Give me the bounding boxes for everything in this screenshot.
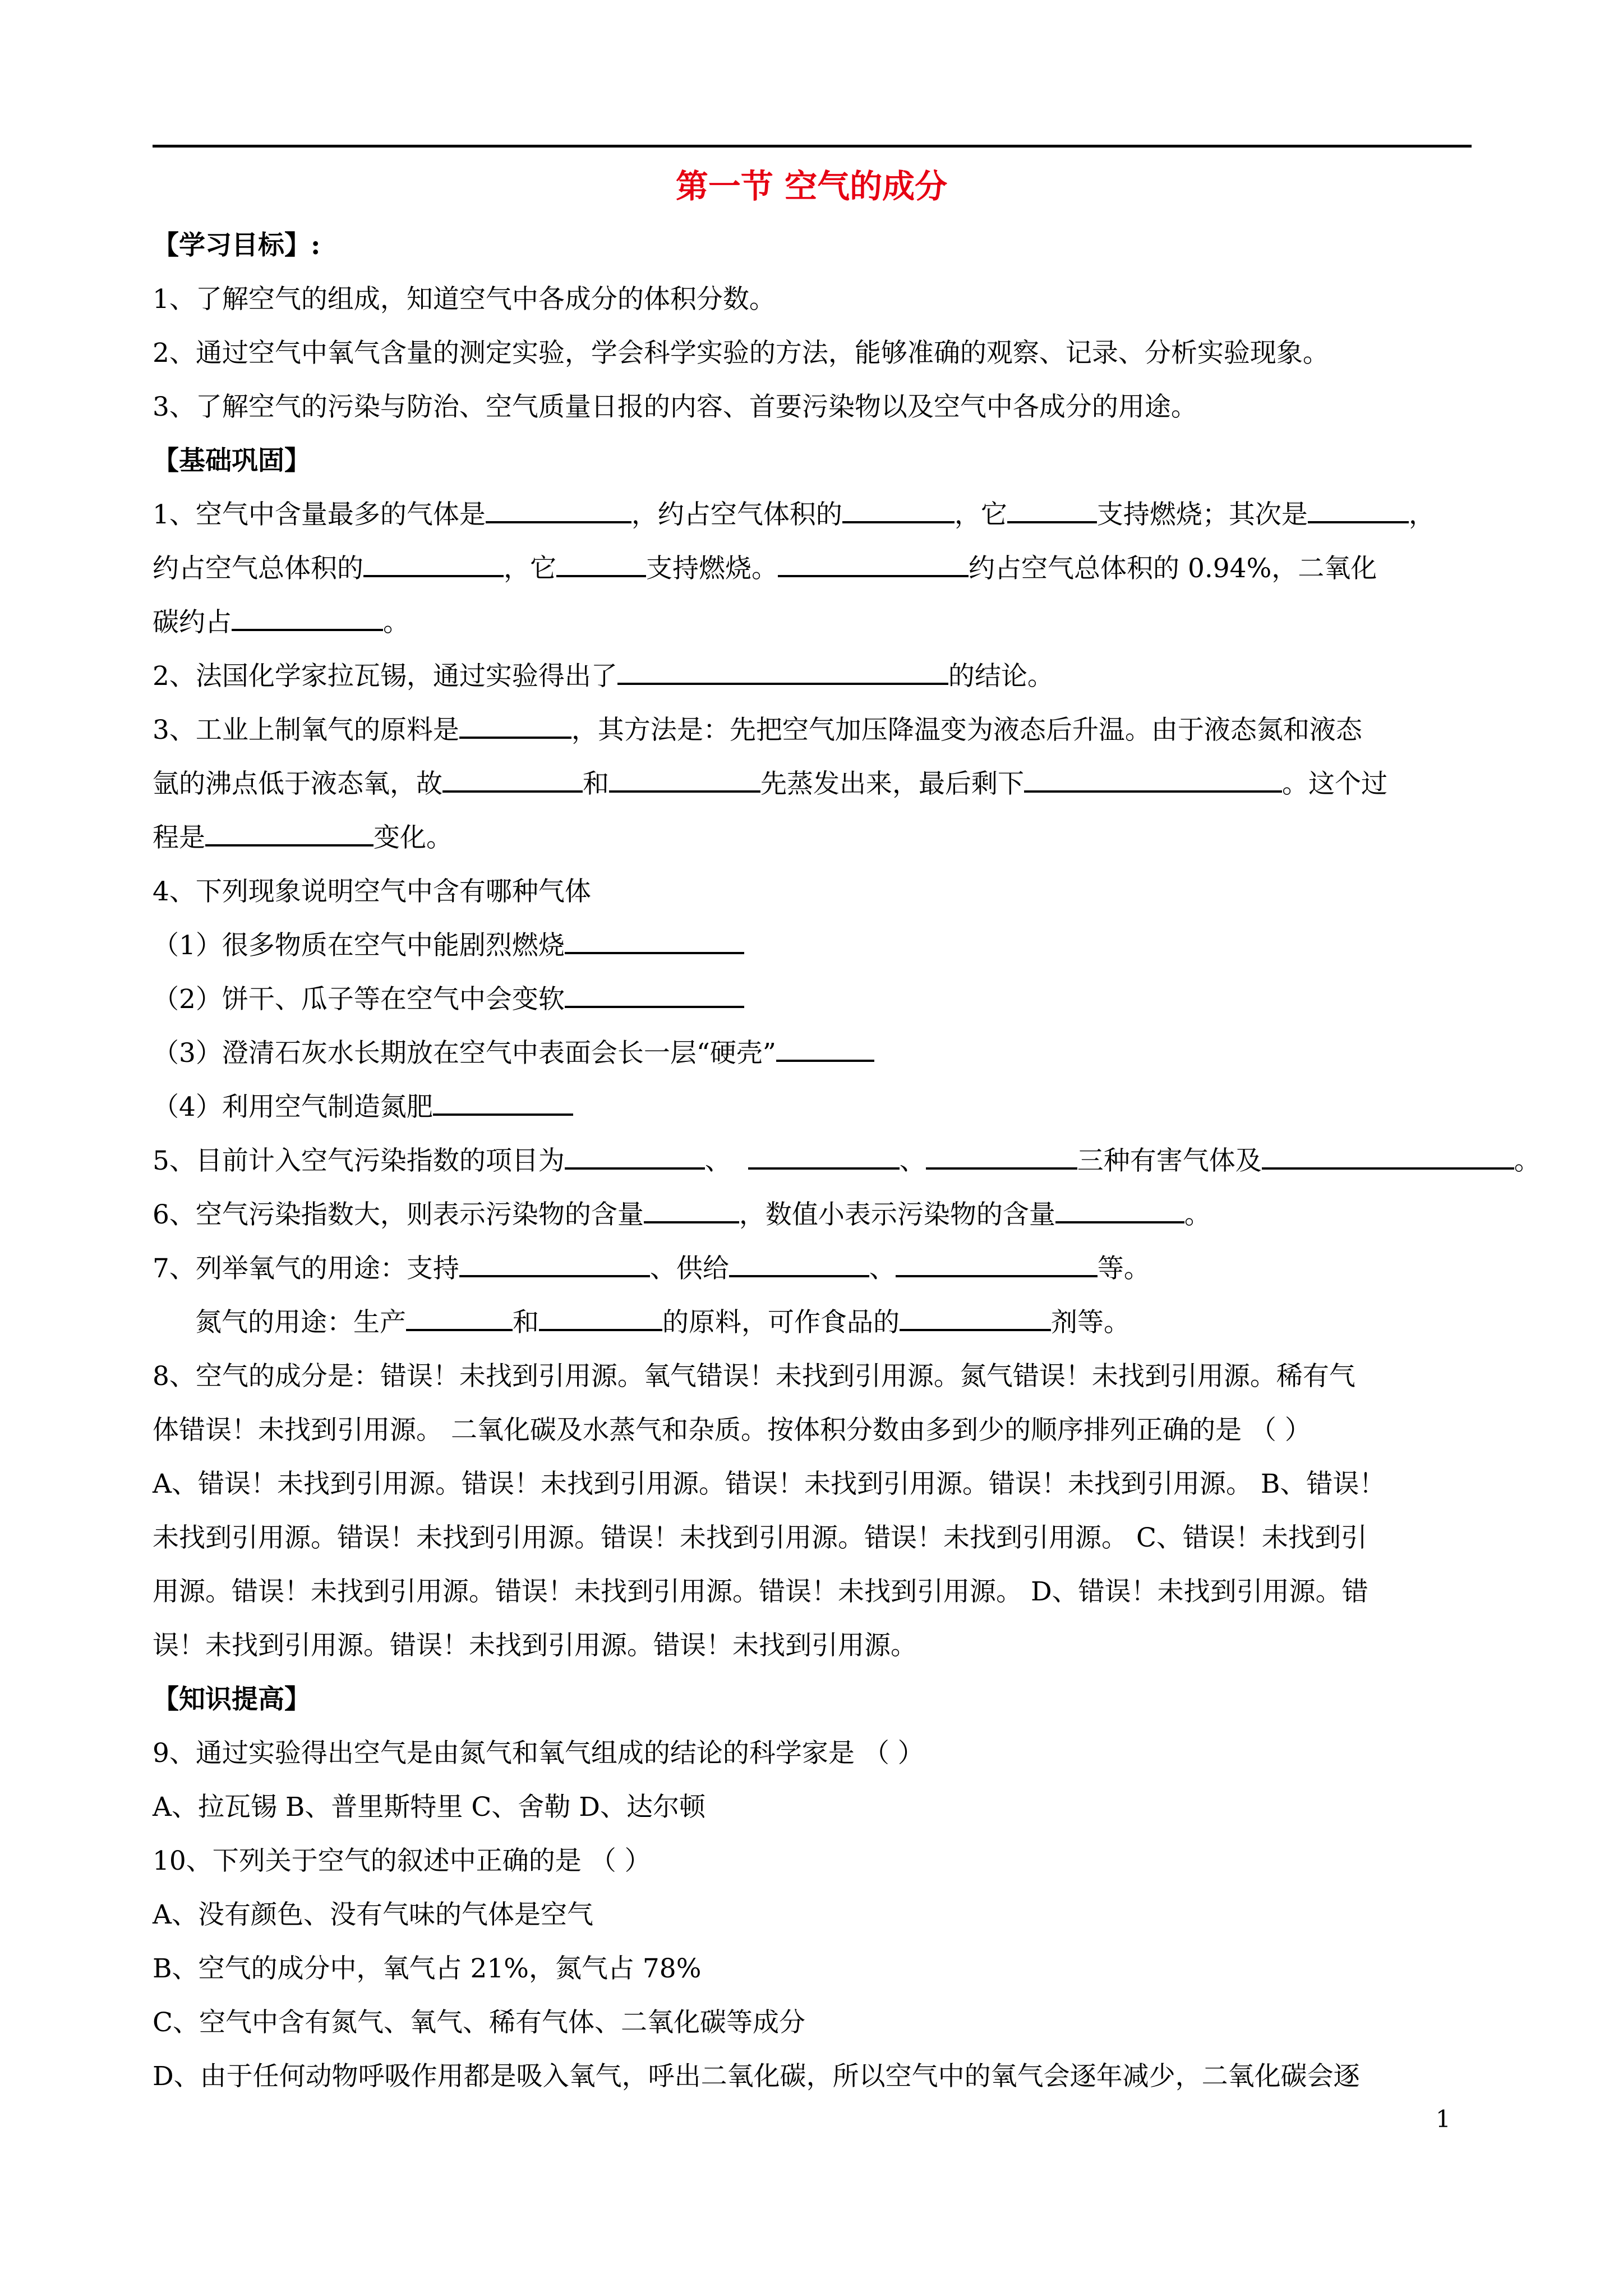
q3-text: ，其方法是：先把空气加压降温变为液态后升温。由于液态氮和液态 xyxy=(571,715,1362,746)
answer-blank xyxy=(1007,498,1097,523)
q1-text: ，它 xyxy=(954,499,1007,530)
q9-options: A、拉瓦锡 B、普里斯特里 C、舍勒 D、达尔顿 xyxy=(153,1792,706,1823)
q1-text: ，约占空气体积的 xyxy=(631,499,842,530)
answer-blank xyxy=(1308,498,1409,523)
goal-1: 1、了解空气的组成，知道空气中各成分的体积分数。 xyxy=(153,284,776,315)
q4-stem: 4、下列现象说明空气中含有哪种气体 xyxy=(153,876,591,907)
q10-option-a: A、没有颜色、没有气味的气体是空气 xyxy=(153,1899,593,1930)
section-goals: 【学习目标】: xyxy=(153,230,321,261)
q8-line-4: 未找到引用源。错误！未找到引用源。错误！未找到引用源。错误！未找到引用源。 C、错误！未找到引 xyxy=(153,1522,1367,1553)
q5-text: 。 xyxy=(1514,1145,1541,1176)
q8-line-3: A、错误！未找到引用源。错误！未找到引用源。错误！未找到引用源。错误！未找到引用源。 B、错误！ xyxy=(153,1469,1386,1499)
q6-text: ，数值小表示污染物的含量 xyxy=(739,1199,1055,1230)
q3-text: 和 xyxy=(583,769,609,799)
answer-blank xyxy=(486,498,631,523)
q1-text: 约占空气总体积的 xyxy=(153,553,363,584)
answer-blank xyxy=(363,551,504,577)
q7-line-1 xyxy=(153,1242,1150,1296)
goal-3: 3、了解空气的污染与防治、空气质量日报的内容、首要污染物以及空气中各成分的用途。 xyxy=(153,392,1197,422)
q2-text: 的结论。 xyxy=(948,661,1054,692)
answer-blank xyxy=(609,767,760,793)
q2-text: 2、法国化学家拉瓦锡，通过实验得出了 xyxy=(153,661,617,692)
q8-line-6: 误！未找到引用源。错误！未找到引用源。错误！未找到引用源。 xyxy=(153,1630,917,1661)
q4-item-2 xyxy=(153,973,744,1027)
answer-blank xyxy=(1055,1198,1184,1223)
q4-text: （4）利用空气制造氮肥 xyxy=(153,1092,433,1122)
answer-blank xyxy=(1024,767,1282,793)
q1-text: 约占空气总体积的 0.94%，二氧化 xyxy=(969,553,1377,584)
answer-blank xyxy=(459,713,571,739)
q3-line-3 xyxy=(153,811,453,865)
q7-text: 、 xyxy=(869,1253,896,1284)
q10-option-d: D、由于任何动物呼吸作用都是吸入氧气，呼出二氧化碳，所以空气中的氧气会逐年减少，二氧化碳会逐 xyxy=(153,2061,1360,2092)
q3-text: 氩的沸点低于液态氧，故 xyxy=(153,769,442,799)
answer-blank xyxy=(842,498,955,523)
q4-text: （1）很多物质在空气中能剧烈燃烧 xyxy=(153,930,565,961)
answer-blank xyxy=(459,1251,650,1277)
q3-line-1 xyxy=(153,703,1362,757)
header-rule xyxy=(153,145,1472,148)
q6-text: 6、空气污染指数大，则表示污染物的含量 xyxy=(153,1199,644,1230)
answer-blank xyxy=(433,1090,573,1116)
q1-text: 1、空气中含量最多的气体是 xyxy=(153,499,486,530)
goal-2: 2、通过空气中氧气含量的测定实验，学会科学实验的方法，能够准确的观察、记录、分析实验现象。 xyxy=(153,338,1329,369)
q3-text: 。这个过 xyxy=(1282,769,1387,799)
q7-text: 和 xyxy=(513,1307,539,1338)
q10-option-b: B、空气的成分中，氧气占 21%，氮气占 78% xyxy=(153,1953,702,1984)
section-improve: 【知识提高】 xyxy=(153,1684,311,1715)
q1-text: ，它 xyxy=(504,553,556,584)
answer-blank xyxy=(748,1144,900,1170)
answer-blank xyxy=(729,1251,869,1277)
answer-blank xyxy=(232,605,383,631)
q4-item-3 xyxy=(153,1027,874,1080)
answer-blank xyxy=(1262,1144,1514,1170)
q3-line-2 xyxy=(153,757,1387,811)
q8-line-1: 8、空气的成分是：错误！未找到引用源。氧气错误！未找到引用源。氮气错误！未找到引用源。稀有气 xyxy=(153,1361,1355,1392)
answer-blank xyxy=(926,1144,1077,1170)
answer-blank xyxy=(776,1036,874,1062)
q7-text: 剂等。 xyxy=(1051,1307,1130,1338)
answer-blank xyxy=(565,1144,705,1170)
answer-blank xyxy=(565,982,744,1008)
q1-line-3 xyxy=(153,596,409,650)
q2-line xyxy=(153,650,1054,703)
q4-text: （2）饼干、瓜子等在空气中会变软 xyxy=(153,984,565,1015)
q7-text: 7、列举氧气的用途：支持 xyxy=(153,1253,459,1284)
answer-blank xyxy=(896,1251,1098,1277)
q1-text: 支持燃烧。 xyxy=(646,553,778,584)
answer-blank xyxy=(565,928,744,954)
q1-text: 。 xyxy=(383,607,409,638)
q10-stem: 10、下列关于空气的叙述中正确的是 （ ） xyxy=(153,1846,651,1876)
q5-text: 5、目前计入空气污染指数的项目为 xyxy=(153,1145,565,1176)
q10-option-c: C、空气中含有氮气、氧气、稀有气体、二氧化碳等成分 xyxy=(153,2007,805,2038)
q4-item-1 xyxy=(153,919,744,973)
q5-text: 三种有害气体及 xyxy=(1077,1145,1262,1176)
q9-stem: 9、通过实验得出空气是由氮气和氧气组成的结论的科学家是 （ ） xyxy=(153,1738,924,1769)
answer-blank xyxy=(778,551,969,577)
q8-line-2: 体错误！未找到引用源。 二氧化碳及水蒸气和杂质。按体积分数由多到少的顺序排列正确的是 （ ） xyxy=(153,1415,1311,1446)
q3-text: 程是 xyxy=(153,822,205,853)
section-basics: 【基础巩固】 xyxy=(153,445,311,476)
q1-line-2 xyxy=(153,542,1377,596)
q6-line xyxy=(153,1188,1211,1242)
answer-blank xyxy=(644,1198,739,1223)
answer-blank xyxy=(556,551,646,577)
q6-text: 。 xyxy=(1184,1199,1211,1230)
q3-text: 3、工业上制氧气的原料是 xyxy=(153,715,459,746)
q4-text: （3）澄清石灰水长期放在空气中表面会长一层“硬壳” xyxy=(153,1038,776,1069)
q7-text: 等。 xyxy=(1097,1253,1150,1284)
q5-text: 、 xyxy=(899,1145,926,1176)
q1-text: ， xyxy=(1408,499,1435,530)
q8-line-5: 用源。错误！未找到引用源。错误！未找到引用源。错误！未找到引用源。 D、错误！未找到引用源。错 xyxy=(153,1576,1368,1607)
answer-blank xyxy=(442,767,583,793)
q1-text: 支持燃烧；其次是 xyxy=(1096,499,1308,530)
page-number: 1 xyxy=(1436,2105,1451,2133)
answer-blank xyxy=(539,1305,662,1331)
answer-blank xyxy=(406,1305,513,1331)
q1-text: 碳约占 xyxy=(153,607,232,638)
q4-item-4 xyxy=(153,1080,573,1134)
q7-text: 的原料，可作食品的 xyxy=(662,1307,900,1338)
q7-text: 、供给 xyxy=(649,1253,729,1284)
q3-text: 变化。 xyxy=(374,822,453,853)
page-title: 第一节 空气的成分 xyxy=(675,167,948,205)
answer-blank xyxy=(205,821,374,846)
q3-text: 先蒸发出来，最后剩下 xyxy=(760,769,1024,799)
q1-line-1 xyxy=(153,488,1435,542)
q7-line-2 xyxy=(195,1296,1130,1350)
q5-line xyxy=(153,1134,1541,1188)
answer-blank xyxy=(900,1305,1051,1331)
q5-text: 、 xyxy=(704,1145,731,1176)
answer-blank xyxy=(617,659,948,685)
q7-text: 氮气的用途：生产 xyxy=(195,1307,406,1338)
